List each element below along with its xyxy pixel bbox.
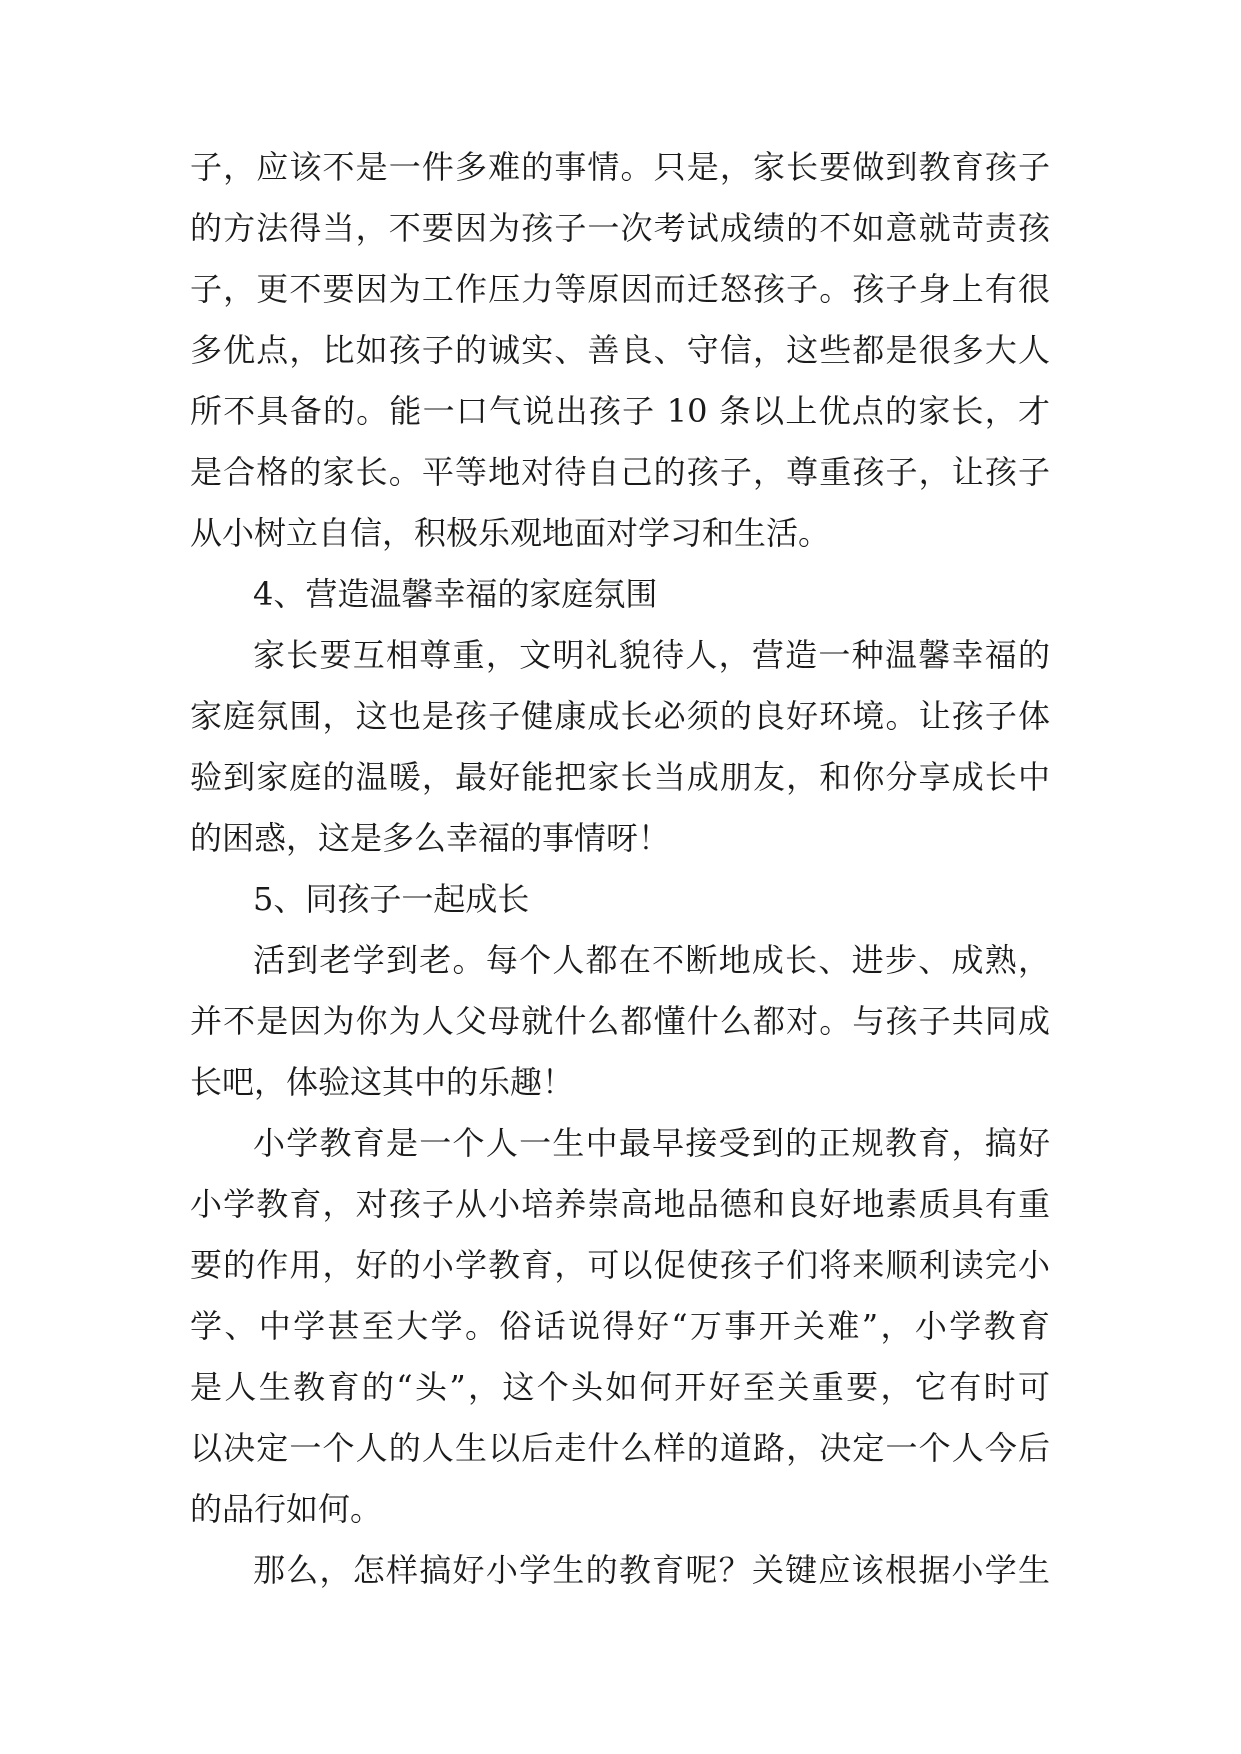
section-heading: 5、同孩子一起成长	[253, 880, 530, 918]
text-line: 子，应该不是一件多难的事情。只是，家长要做到教育孩子	[190, 148, 1050, 186]
text-line: 并不是因为你为人父母就什么都懂什么都对。与孩子共同成	[190, 1002, 1050, 1040]
text-line: 家庭氛围，这也是孩子健康成长必须的良好环境。让孩子体	[190, 697, 1050, 735]
text-line: 多优点，比如孩子的诚实、善良、守信，这些都是很多大人	[190, 331, 1050, 369]
text-line: 所不具备的。能一口气说出孩子 10 条以上优点的家长，才	[190, 392, 1050, 430]
text-line: 以决定一个人的人生以后走什么样的道路，决定一个人今后	[190, 1429, 1050, 1467]
text-line: 从小树立自信，积极乐观地面对学习和生活。	[190, 514, 831, 552]
text-line: 子，更不要因为工作压力等原因而迁怒孩子。孩子身上有很	[190, 270, 1050, 308]
text-line: 是合格的家长。平等地对待自己的孩子，尊重孩子，让孩子	[190, 453, 1050, 491]
text-line: 那么，怎样搞好小学生的教育呢？关键应该根据小学生	[253, 1551, 1050, 1589]
text-line: 验到家庭的温暖，最好能把家长当成朋友，和你分享成长中	[190, 758, 1050, 796]
text-line: 学、中学甚至大学。俗话说得好“万事开关难”，小学教育	[190, 1307, 1050, 1345]
text-line: 小学教育，对孩子从小培养崇高地品德和良好地素质具有重	[190, 1185, 1050, 1223]
text-line: 长吧，体验这其中的乐趣！	[190, 1063, 575, 1101]
text-line: 是人生教育的“头”，这个头如何开好至关重要，它有时可	[190, 1368, 1050, 1406]
text-line: 小学教育是一个人一生中最早接受到的正规教育，搞好	[253, 1124, 1050, 1162]
text-line: 的困惑，这是多么幸福的事情呀！	[190, 819, 671, 857]
text-line: 的方法得当，不要因为孩子一次考试成绩的不如意就苛责孩	[190, 209, 1050, 247]
section-heading: 4、营造温馨幸福的家庭氛围	[253, 575, 658, 613]
text-line: 活到老学到老。每个人都在不断地成长、进步、成熟，	[253, 941, 1050, 979]
text-line: 家长要互相尊重，文明礼貌待人，营造一种温馨幸福的	[253, 636, 1050, 674]
text-line: 要的作用，好的小学教育，可以促使孩子们将来顺利读完小	[190, 1246, 1050, 1284]
text-line: 的品行如何。	[190, 1490, 383, 1528]
